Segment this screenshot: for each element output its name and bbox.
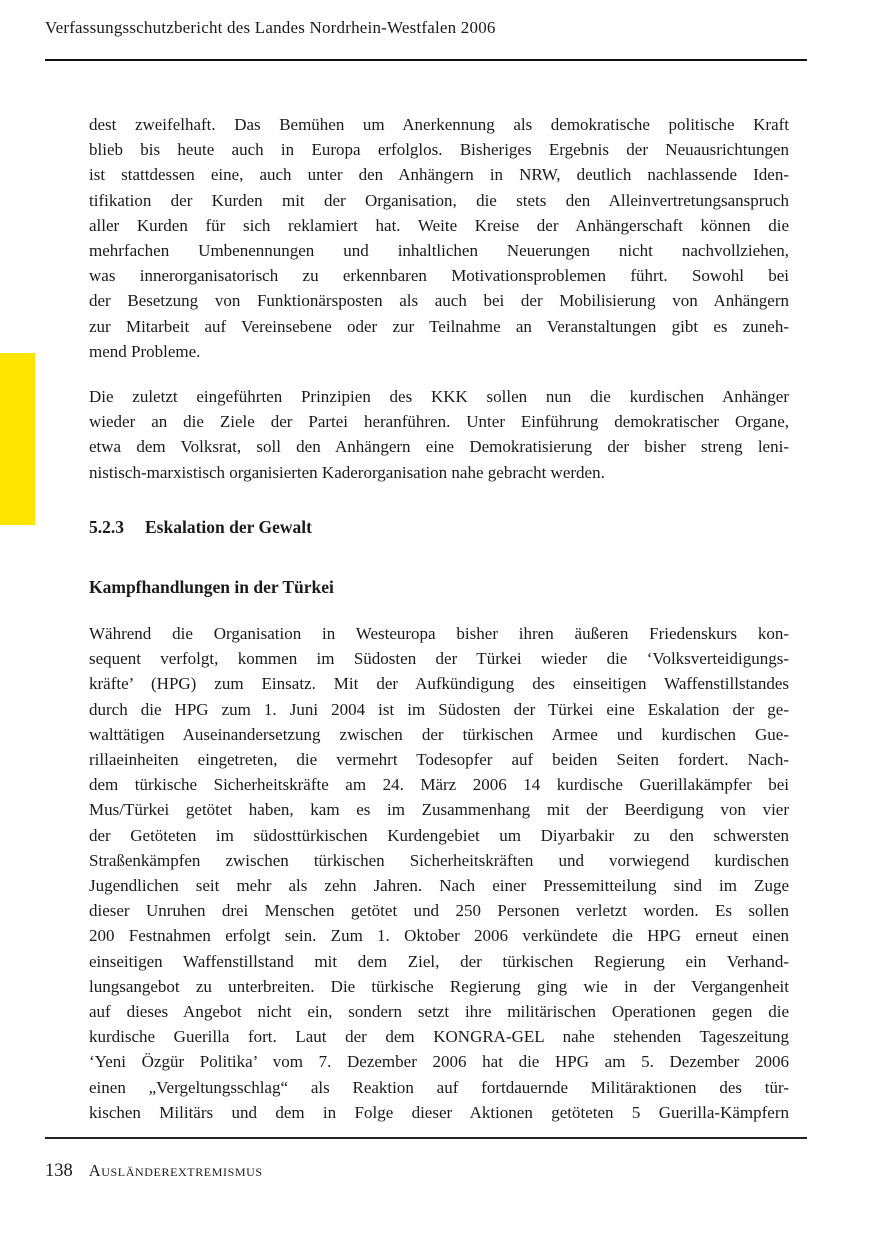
text-line: dem türkische Sicherheitskräfte am 24. März 2006 14 kurdische Guerillakämpfer bei <box>89 775 789 795</box>
text-line: Jugendlichen seit mehr als zehn Jahren. Nach einer Pressemitteilung sind im Zuge <box>89 876 789 896</box>
text-line: Straßenkämpfen zwischen türkischen Sicherheitskräften und vorwiegend kurdischen <box>89 850 789 870</box>
text-line: Mus/Türkei getötet haben, kam es im Zusammenhang mit der Beerdigung von vier <box>89 800 789 820</box>
text-line: 200 Festnahmen erfolgt sein. Zum 1. Oktober 2006 verkündete die HPG erneut einen <box>89 926 789 946</box>
paragraph-3 <box>89 621 789 1125</box>
text-line: etwa dem Volksrat, soll den Anhängern eine Demokratisierung der bisher streng leni- <box>89 437 789 457</box>
text-line: sequent verfolgt, kommen im Südosten der Türkei wieder die ‘Volksverteidigungs- <box>89 649 789 669</box>
text-line: nistisch-marxistisch organisierten Kaderorganisation nahe gebracht werden. <box>89 462 605 482</box>
bookmark-tab <box>0 353 35 525</box>
text-line: zur Mitarbeit auf Vereinsebene oder zur Teilnahme an Veranstaltungen gibt es zuneh- <box>89 316 789 336</box>
text-line: kräfte’ (HPG) zum Einsatz. Mit der Aufkündigung des einseitigen Waffenstillstandes <box>89 674 789 694</box>
text-line: einseitigen Waffenstillstand mit dem Ziel, der türkischen Regierung ein Verhand- <box>89 951 789 971</box>
text-line: mehrfachen Umbenennungen und inhaltlichen Neuerungen nicht nachvollziehen, <box>89 241 789 261</box>
text-line: tifikation der Kurden mit der Organisation, die stets den Alleinvertretungsanspruch <box>89 190 789 210</box>
text-line: mend Probleme. <box>89 341 201 361</box>
text-line: der Getöteten im südosttürkischen Kurdengebiet um Diyarbakir zu den schwersten <box>89 825 789 845</box>
text-line: ist stattdessen eine, auch unter den Anhängern in NRW, deutlich nachlassende Iden- <box>89 165 789 185</box>
text-line: durch die HPG zum 1. Juni 2004 ist im Südosten der Türkei eine Eskalation der ge- <box>89 699 789 719</box>
section-heading-number: 5.2.3 <box>89 517 124 537</box>
text-line: aller Kurden für sich reklamiert hat. Weite Kreise der Anhängerschaft können die <box>89 215 789 235</box>
text-line: wieder an die Ziele der Partei heranführen. Unter Einführung demokratischer Organe, <box>89 412 789 432</box>
text-line: was innerorganisatorisch zu erkennbaren Motivationsproblemen führt. Sowohl bei <box>89 266 789 286</box>
header-rule <box>45 59 807 61</box>
page-footer <box>45 1161 263 1182</box>
footer-rule <box>45 1137 807 1139</box>
paragraph-2 <box>89 384 789 485</box>
text-line: ‘Yeni Özgür Politika’ vom 7. Dezember 2006 hat die HPG am 5. Dezember 2006 <box>89 1052 789 1072</box>
text-line: dieser Unruhen drei Menschen getötet und 250 Personen verletzt worden. Es sollen <box>89 901 789 921</box>
text-line: Während die Organisation in Westeuropa bisher ihren äußeren Friedenskurs kon- <box>89 624 789 643</box>
text-line: blieb bis heute auch in Europa erfolglos. Bisheriges Ergebnis der Neuausrichtungen <box>89 140 789 160</box>
text-line: rillaeinheiten eingetreten, die vermehrt Todesopfer auf beiden Seiten fordert. Nach- <box>89 750 789 770</box>
text-line: lungsangebot zu unterbreiten. Die türkische Regierung ging wie in der Vergangenheit <box>89 976 789 996</box>
text-line: kurdische Guerilla fort. Laut der dem KONGRA-GEL nahe stehenden Tageszeitung <box>89 1027 789 1047</box>
text-line: einen „Vergeltungsschlag“ als Reaktion auf fortdauernde Militäraktionen des tür- <box>89 1077 789 1097</box>
text-line: walttätigen Auseinandersetzung zwischen der türkischen Armee und kurdischen Gue- <box>89 724 789 744</box>
paragraph-1 <box>89 112 789 364</box>
page-header-title: Verfassungsschutzbericht des Landes Nordrhein-Westfalen 2006 <box>45 18 496 37</box>
chapter-label: Ausländerextremismus <box>88 1161 263 1180</box>
section-heading <box>89 517 312 538</box>
text-line: der Besetzung von Funktionärsposten als auch bei der Mobilisierung von Anhängern <box>89 291 789 311</box>
subsection-heading: Kampfhandlungen in der Türkei <box>89 577 334 597</box>
page-number: 138 <box>45 1161 73 1181</box>
text-line: dest zweifelhaft. Das Bemühen um Anerkennung als demokratische politische Kraft <box>89 115 789 134</box>
text-line: auf dieses Angebot nicht ein, sondern setzt ihre militärischen Operationen gegen die <box>89 1002 789 1022</box>
text-line: Die zuletzt eingeführten Prinzipien des KKK sollen nun die kurdischen Anhänger <box>89 387 789 406</box>
section-heading-title: Eskalation der Gewalt <box>145 517 312 537</box>
text-line: kischen Militärs und dem in Folge dieser Aktionen getöteten 5 Guerilla-Kämpfern <box>89 1102 789 1122</box>
